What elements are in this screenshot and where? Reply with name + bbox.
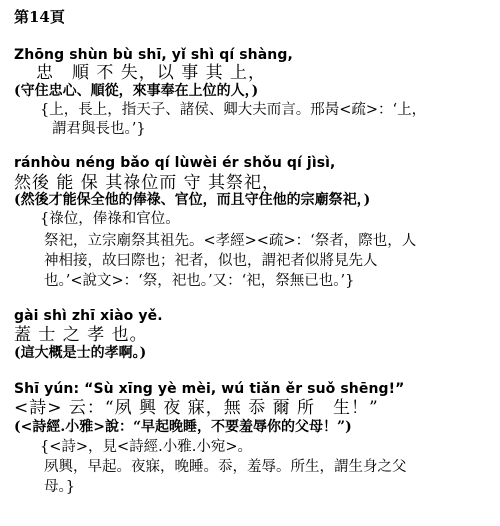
annotation-line: 也。’<說文>：‘祭，祀也。’又：‘祀，祭無已也。’}: [44, 273, 355, 289]
classical-text-line: 忠 順 不 失，以 事 其 上，: [36, 63, 267, 83]
annotation-line: {祿位，俸祿和官位。: [40, 211, 180, 227]
translation-line: (這大概是士的孝啊。): [14, 345, 147, 361]
classical-text-line: <詩> 云：“夙 興 夜 寐，無 忝 爾 所 生！”: [14, 398, 379, 418]
translation-line: (守住忠心、順從，來事奉在上位的人，): [14, 83, 259, 99]
annotation-line: 神相接，故曰際也；祀者，似也，謂祀者似將見先人: [44, 253, 378, 269]
annotation-line: 祭祀，立宗廟祭其祖先。<孝經><疏>：‘祭者，際也，人: [44, 233, 417, 249]
pinyin-line: ránhòu néng bǎo qí lùwèi ér shǒu qí jìsì,: [14, 155, 336, 171]
pinyin-line: Zhōng shùn bù shī, yǐ shì qí shàng,: [14, 47, 293, 63]
annotation-line: 母。}: [44, 479, 75, 495]
classical-text-line: 蓋 士 之 孝 也。: [14, 325, 148, 345]
annotation-line: {<詩>，見<詩經.小雅.小宛>。: [40, 439, 253, 455]
annotation-line: {上，長上，指天子、諸侯、卿大夫而言。邢昺<疏>：‘上，: [40, 102, 427, 118]
annotation-line: 謂君與長也。’}: [52, 121, 146, 137]
pinyin-line: gài shì zhī xiào yě.: [14, 308, 163, 324]
classical-text-line: 然後 能 保 其祿位而 守 其祭祀，: [14, 173, 281, 193]
translation-line: (然後才能保全他的俸祿、官位，而且守住他的宗廟祭祀，): [14, 192, 371, 208]
translation-line: (<詩經.小雅>說：“早起晚睡，不要羞辱你的父母！”): [14, 419, 352, 435]
page-number-header: 第14頁: [14, 8, 65, 26]
annotation-line: 夙興，早起。夜寐，晚睡。忝，羞辱。所生，謂生身之父: [44, 459, 407, 475]
pinyin-line: Shī yún: “Sù xīng yè mèi, wú tiǎn ěr suǒ shēng!”: [14, 381, 405, 397]
